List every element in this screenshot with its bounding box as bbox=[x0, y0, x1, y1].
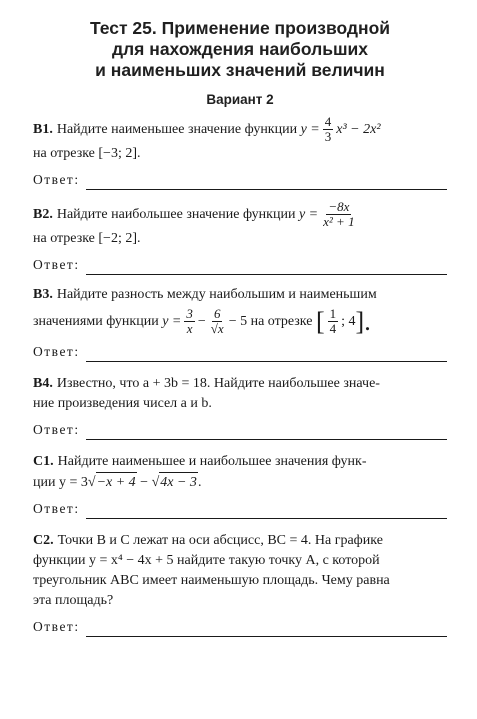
task-c1-text: Найдите наименьшее и наибольшее значения функ- bbox=[57, 454, 367, 469]
task-b1-formula-lhs: y = bbox=[300, 121, 320, 137]
task-c1-root-1: −x + 4 bbox=[96, 472, 137, 493]
task-b1-frac-num: 4 bbox=[324, 114, 332, 129]
task-b3-line-1 bbox=[33, 285, 447, 305]
task-c2-line-4: эта площадь? bbox=[33, 593, 114, 608]
task-c2-answer-row bbox=[33, 617, 447, 637]
task-b4-line-1 bbox=[33, 374, 447, 394]
task-b3-seg-end: ; 4 bbox=[341, 313, 356, 329]
task-b4-answer-field[interactable] bbox=[86, 427, 447, 440]
task-c1-root-2: 4x − 3 bbox=[159, 472, 198, 493]
task-c1 bbox=[33, 452, 447, 519]
task-b3-segment: [ $\frac{1}{4}$ ; 4 ]. bbox=[315, 306, 371, 336]
task-c2-answer-field[interactable] bbox=[86, 624, 447, 637]
task-b3-answer-label: Ответ: bbox=[33, 344, 80, 359]
task-b3-number: В3. bbox=[33, 287, 53, 302]
task-b3-line-2 bbox=[33, 307, 447, 336]
task-b2-text: Найдите наибольшее значение функции bbox=[56, 206, 296, 222]
task-b2-formula-lhs: y = bbox=[298, 206, 319, 222]
task-b1-frac-den: 3 bbox=[324, 129, 332, 144]
task-b3-seg-num: 1 bbox=[329, 306, 337, 321]
task-b2-answer-row bbox=[33, 255, 447, 275]
task-b2-answer-label: Ответ: bbox=[33, 257, 80, 272]
title-line-1: Тест 25. Применение производной bbox=[89, 18, 391, 38]
task-b2-frac-den: x² + 1 bbox=[323, 214, 355, 229]
page-title bbox=[33, 0, 447, 81]
variant-label: Вариант 2 bbox=[206, 92, 274, 107]
task-c1-line-1 bbox=[33, 452, 447, 472]
task-b1-line-2: на отрезке [−3; 2]. bbox=[33, 146, 141, 161]
task-b3-fraction-1 bbox=[184, 307, 195, 336]
task-b3-formula-lhs: y = bbox=[162, 313, 182, 329]
task-b3-frac1-den: x bbox=[186, 321, 193, 336]
task-c1-answer-row bbox=[33, 499, 447, 519]
task-b1-answer-row bbox=[33, 170, 447, 190]
task-b1 bbox=[33, 115, 447, 190]
task-c2-number: С2. bbox=[33, 533, 54, 548]
task-b3-answer-field[interactable] bbox=[86, 349, 447, 362]
task-b3-answer-row bbox=[33, 342, 447, 362]
task-b2-number: В2. bbox=[33, 206, 53, 222]
title-line-3: и наименьших значений величин bbox=[95, 60, 385, 80]
task-b2-line-2: на отрезке [−2; 2]. bbox=[33, 231, 141, 246]
task-b1-answer-label: Ответ: bbox=[33, 172, 80, 187]
task-c1-radical-1: √ bbox=[87, 474, 96, 490]
task-c2-line-1 bbox=[33, 531, 447, 551]
task-b4-answer-label: Ответ: bbox=[33, 422, 80, 437]
task-b1-line-1 bbox=[33, 115, 447, 144]
task-c1-line-2-start: ции y = 3 bbox=[33, 474, 88, 490]
task-b1-number: В1. bbox=[33, 121, 53, 137]
title-line-2: для нахождения наибольших bbox=[111, 39, 369, 59]
task-b3-rest: − 5 на отрезке bbox=[228, 313, 313, 329]
task-b4-text: Известно, что a + 3b = 18. Найдите наибольшее значе- bbox=[56, 376, 380, 391]
task-c1-number: С1. bbox=[33, 454, 54, 469]
task-b1-formula-rest: x³ − 2x² bbox=[336, 121, 381, 137]
task-b2-fraction bbox=[321, 200, 356, 229]
task-c1-end: . bbox=[197, 474, 202, 490]
task-b3-frac2-num: 6 bbox=[213, 306, 221, 321]
task-c1-mid: − bbox=[136, 474, 152, 490]
task-b1-answer-field[interactable] bbox=[86, 177, 447, 190]
task-b3-text: Найдите разность между наибольшим и наименьшим bbox=[56, 287, 377, 302]
task-b2-frac-num: −8x bbox=[328, 199, 350, 214]
task-c1-answer-label: Ответ: bbox=[33, 501, 80, 516]
task-b3-seg-fraction bbox=[328, 307, 339, 336]
task-b2 bbox=[33, 200, 447, 275]
task-b3-line-2-start: значениями функции bbox=[33, 313, 159, 329]
task-b4 bbox=[33, 374, 447, 440]
task-b2-answer-field[interactable] bbox=[86, 262, 447, 275]
task-b4-answer-row bbox=[33, 420, 447, 440]
task-b4-line-2: ние произведения чисел a и b. bbox=[33, 396, 212, 411]
task-c1-answer-field[interactable] bbox=[86, 506, 447, 519]
task-c2 bbox=[33, 531, 447, 637]
task-c2-line-2: функции y = x⁴ − 4x + 5 найдите такую точку A, с которой bbox=[33, 553, 380, 568]
task-c2-answer-label: Ответ: bbox=[33, 619, 80, 634]
task-c1-line-2 bbox=[33, 472, 447, 493]
task-b1-fraction bbox=[323, 115, 334, 144]
task-c1-radical-2: √ bbox=[151, 474, 160, 490]
task-c2-line-3: треугольник ABC имеет наименьшую площадь. Чему равна bbox=[33, 573, 390, 588]
task-b3-frac1-num: 3 bbox=[186, 306, 193, 321]
task-b3-minus: − bbox=[197, 313, 206, 329]
task-b1-text: Найдите наименьшее значение функции bbox=[56, 121, 298, 137]
task-b2-line-1 bbox=[33, 200, 447, 229]
task-b3-frac2-den: √x bbox=[210, 321, 224, 336]
task-b4-number: В4. bbox=[33, 376, 53, 391]
task-b3 bbox=[33, 285, 447, 362]
task-b3-seg-den: 4 bbox=[329, 321, 337, 336]
task-b3-fraction-2 bbox=[209, 307, 226, 336]
task-c2-line-1-text: Точки B и C лежат на оси абсцисс, BC = 4. На графике bbox=[57, 533, 383, 548]
